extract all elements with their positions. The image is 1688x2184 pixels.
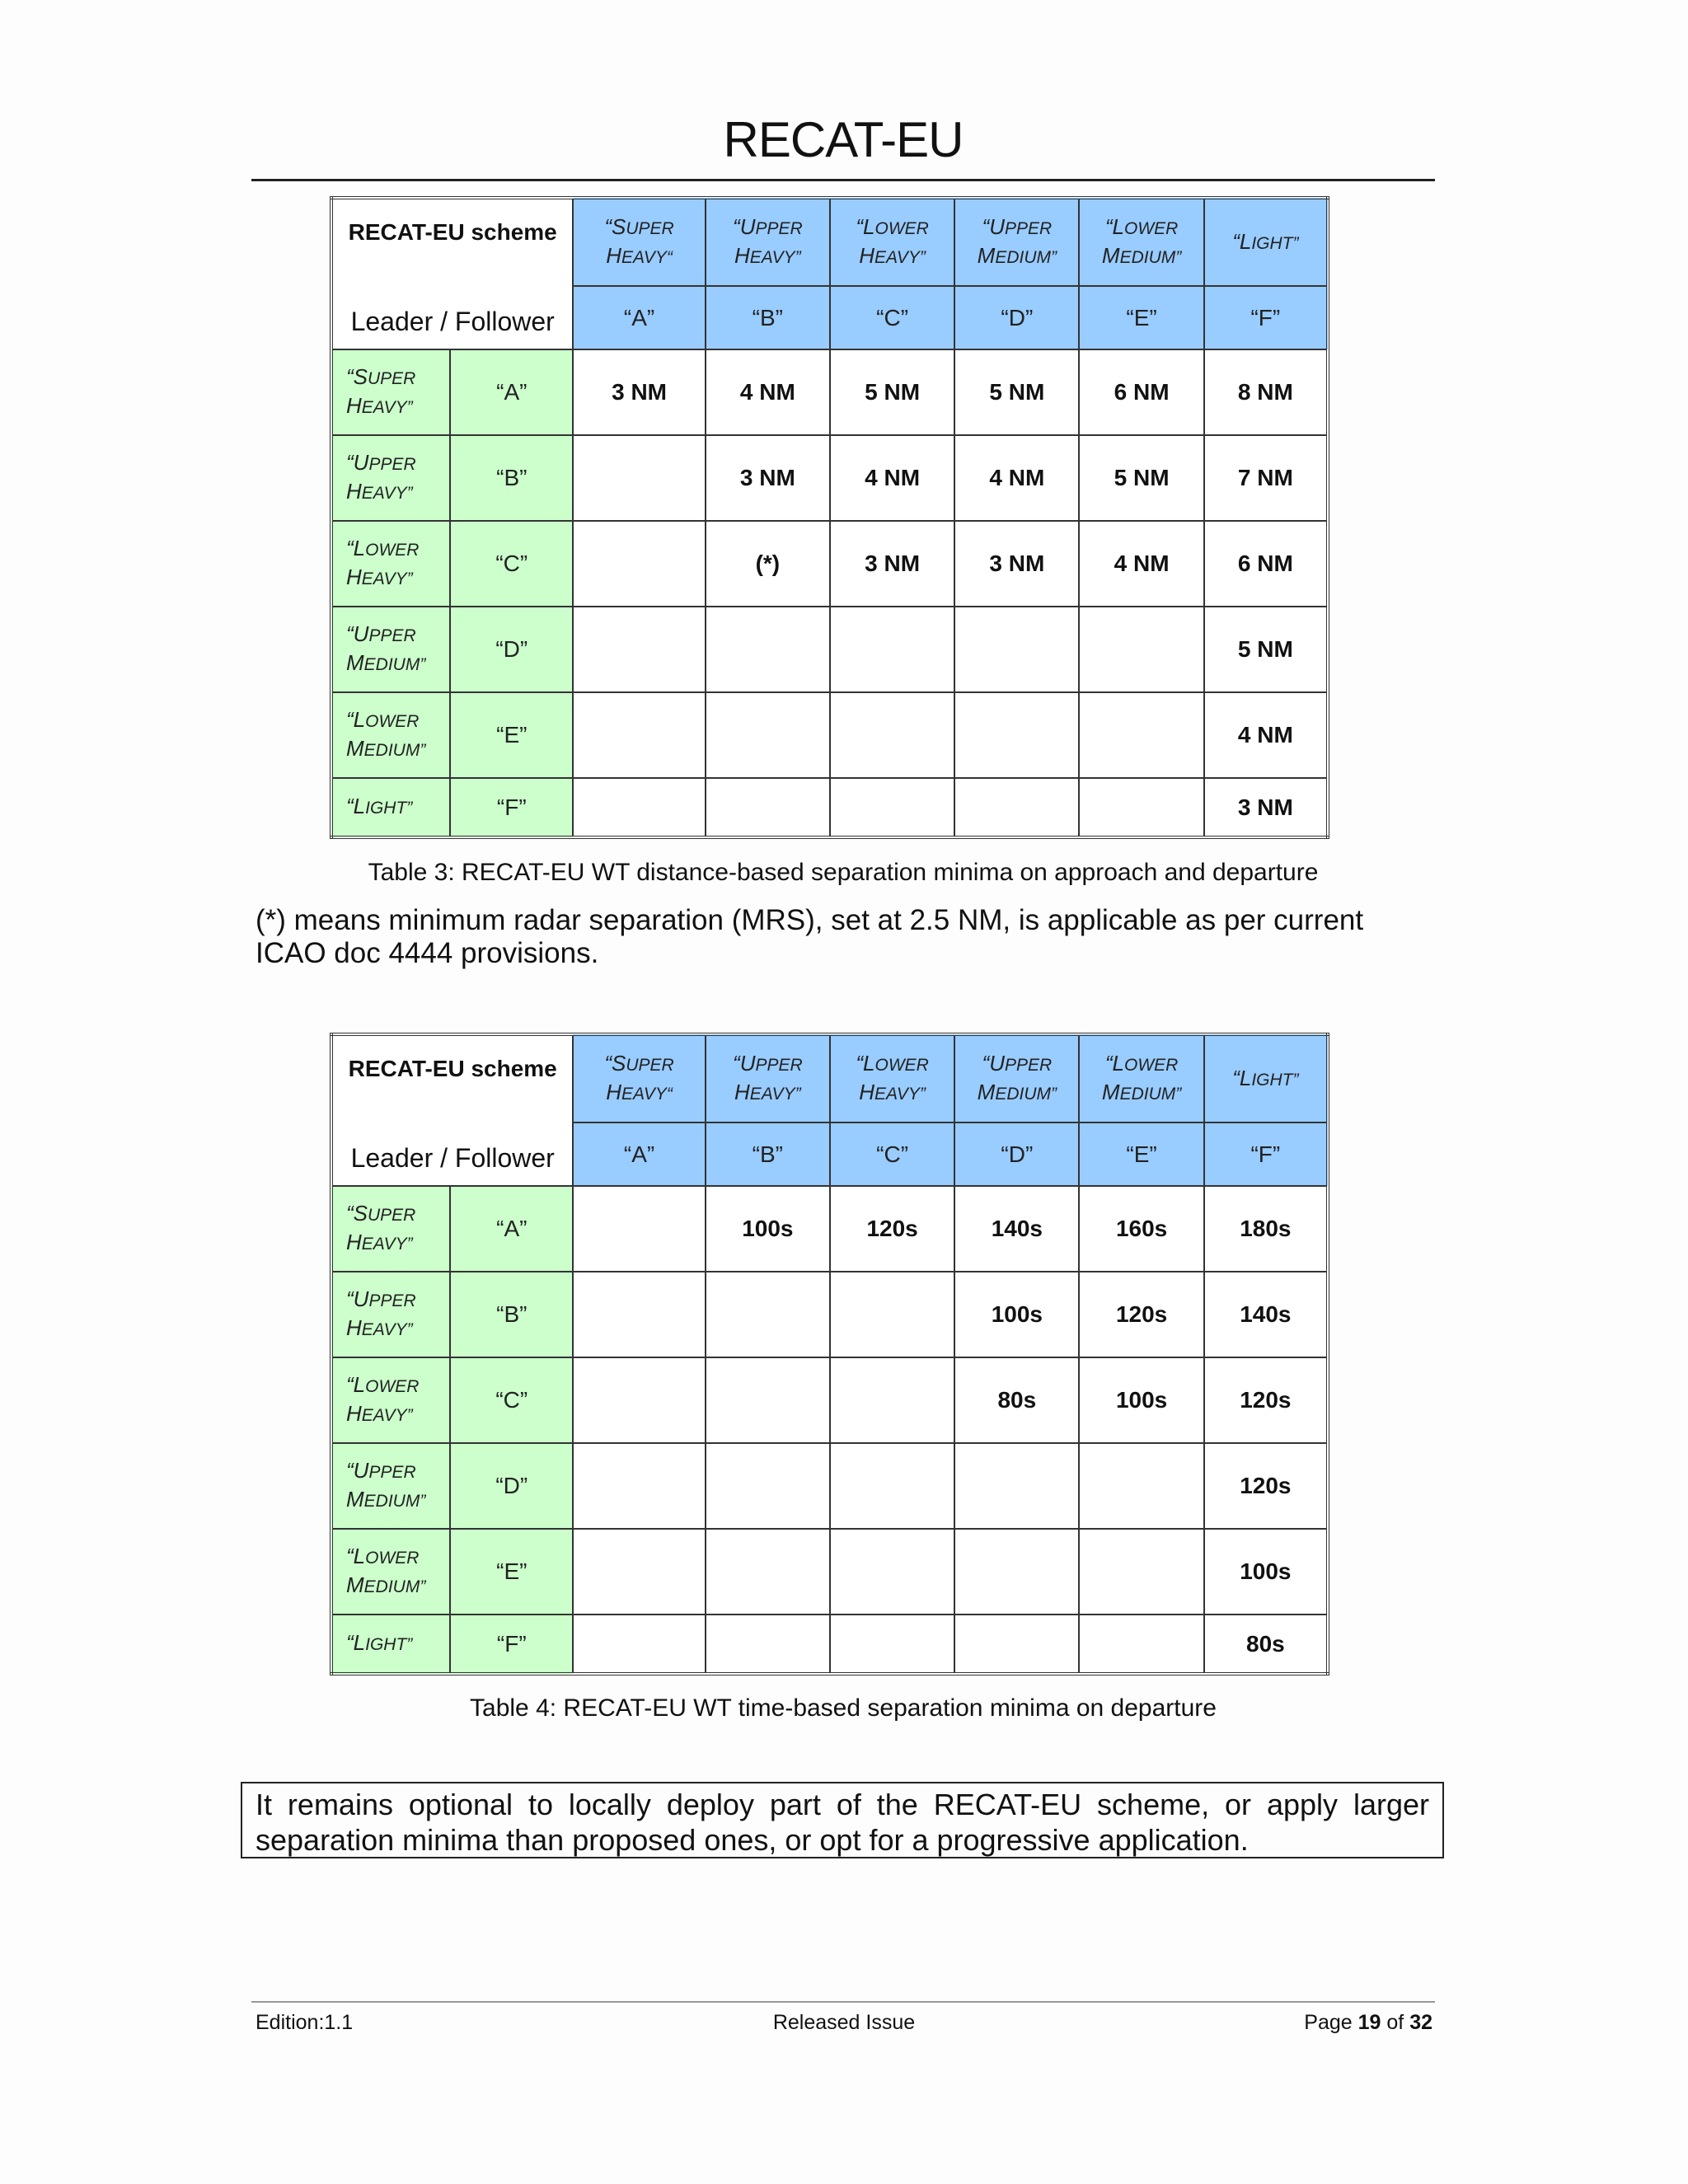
cat-second: H <box>734 243 750 268</box>
follower-category-header <box>1204 198 1328 286</box>
follower-code-header: “E” <box>1079 1122 1203 1186</box>
separation-value-cell <box>573 1357 705 1443</box>
cat-first: “L <box>346 794 366 818</box>
table-3-container <box>330 196 1329 839</box>
follower-category-header <box>1079 198 1203 286</box>
separation-value-cell <box>706 607 830 692</box>
separation-value-cell: 6 NM <box>1079 349 1203 435</box>
table-3-caption: Table 3: RECAT-EU WT distance-based separation minima on approach and departure <box>368 859 1319 886</box>
separation-value-cell: 5 NM <box>830 349 954 435</box>
leader-code-cell: “A” <box>450 349 573 435</box>
table-row <box>331 1272 1328 1357</box>
separation-value-cell <box>830 1615 954 1674</box>
cat-second: M <box>346 1572 364 1597</box>
cat-first: “U <box>982 214 1005 239</box>
leader-code-cell: “F” <box>450 1615 573 1674</box>
follower-code-header: “A” <box>573 1122 705 1186</box>
cat-second: M <box>1101 1080 1120 1104</box>
separation-value-cell <box>706 692 830 778</box>
separation-value-cell: 100s <box>1204 1529 1328 1615</box>
leader-category-cell <box>331 1186 450 1272</box>
leader-code-cell: “B” <box>450 435 573 521</box>
page-total: 32 <box>1409 2011 1432 2034</box>
page-of: of <box>1381 2011 1410 2034</box>
separation-value-cell: 160s <box>1079 1186 1203 1272</box>
distance-separation-table <box>330 196 1329 839</box>
cat-first-small: PPER <box>368 455 416 474</box>
separation-value-cell: 8 NM <box>1204 349 1328 435</box>
leader-code-cell: “E” <box>450 1529 573 1615</box>
cat-second-small: EAVY” <box>361 1320 413 1339</box>
separation-value-cell: 4 NM <box>706 349 830 435</box>
cat-first: “U <box>982 1051 1005 1076</box>
cat-second: H <box>346 479 362 504</box>
cat-first-small: PPER <box>1004 1056 1053 1075</box>
separation-value-cell: 4 NM <box>1079 521 1203 607</box>
follower-code-header: “B” <box>706 286 830 349</box>
leader-category-cell <box>331 349 450 435</box>
follower-code-header: “C” <box>830 1122 954 1186</box>
table-row <box>331 607 1328 692</box>
separation-value-cell <box>706 1615 830 1674</box>
leader-code-cell: “C” <box>450 1357 573 1443</box>
follower-code-header: “D” <box>954 286 1079 349</box>
cat-first: “S <box>604 1051 626 1076</box>
leader-category-cell <box>331 1529 450 1615</box>
separation-value-cell: 100s <box>954 1272 1079 1357</box>
cat-first-small: UPER <box>368 369 416 388</box>
cat-second: H <box>734 1080 750 1104</box>
follower-category-header <box>830 1034 954 1122</box>
separation-value-cell <box>954 692 1079 778</box>
separation-value-cell: 3 NM <box>954 521 1079 607</box>
follower-category-header <box>573 1034 705 1122</box>
separation-value-cell <box>830 1443 954 1529</box>
scheme-label: RECAT-EU scheme <box>348 1056 557 1081</box>
cat-first-small: OWER <box>1123 1056 1179 1075</box>
separation-value-cell: 6 NM <box>1204 521 1328 607</box>
separation-value-cell: 120s <box>1204 1357 1328 1443</box>
cat-first: “L <box>346 707 366 732</box>
separation-value-cell: 140s <box>954 1186 1079 1272</box>
cat-second: H <box>346 565 362 589</box>
separation-value-cell <box>573 1615 705 1674</box>
mrs-footnote: (*) means minimum radar separation (MRS), set at 2.5 NM, is applicable as per current ICAO doc 4444 provisions. <box>256 904 1364 969</box>
cat-second-small: EAVY” <box>874 248 926 267</box>
leader-category-cell <box>331 607 450 692</box>
follower-category-header <box>1204 1034 1328 1122</box>
separation-value-cell: 5 NM <box>1079 435 1203 521</box>
cat-first: “L <box>346 536 366 560</box>
cat-first-small: PPER <box>368 1463 416 1482</box>
page-prefix: Page <box>1304 2011 1358 2034</box>
cat-first-small: OWER <box>874 1056 929 1075</box>
cat-second: H <box>346 1230 362 1254</box>
cat-second-small: EAVY” <box>361 398 413 417</box>
separation-value-cell: (*) <box>706 521 830 607</box>
cat-first: “L <box>1232 228 1252 254</box>
separation-value-cell <box>1079 1615 1203 1674</box>
table-row <box>331 521 1328 607</box>
footer-rule <box>251 2001 1435 2003</box>
cat-first: “U <box>346 621 369 646</box>
table-row <box>331 1615 1328 1674</box>
separation-value-cell <box>830 1529 954 1615</box>
cat-first: “L <box>856 214 875 239</box>
cat-second-small: EDIUM” <box>995 1085 1057 1104</box>
page-current: 19 <box>1357 2011 1381 2034</box>
separation-value-cell <box>1079 1443 1203 1529</box>
scheme-label: RECAT-EU scheme <box>348 219 557 245</box>
cat-second: M <box>346 650 364 675</box>
cat-first: “U <box>733 1051 756 1076</box>
separation-value-cell <box>706 1272 830 1357</box>
cat-second-small: EAVY” <box>749 1085 801 1104</box>
leader-code-cell: “C” <box>450 521 573 607</box>
separation-value-cell: 180s <box>1204 1186 1328 1272</box>
separation-value-cell <box>830 607 954 692</box>
time-separation-table <box>330 1033 1329 1675</box>
separation-value-cell: 5 NM <box>954 349 1079 435</box>
separation-value-cell: 4 NM <box>1204 692 1328 778</box>
separation-value-cell <box>573 692 705 778</box>
cat-first-small: OWER <box>365 1377 420 1396</box>
cat-first-small: IGHT” <box>365 799 413 818</box>
cat-second-small: EAVY” <box>361 1406 413 1425</box>
follower-category-header <box>573 198 705 286</box>
scheme-header-cell <box>331 1034 573 1186</box>
cat-first: “L <box>346 1372 366 1397</box>
separation-value-cell <box>706 1529 830 1615</box>
separation-value-cell: 100s <box>1079 1357 1203 1443</box>
separation-value-cell: 120s <box>830 1186 954 1272</box>
cat-first: “L <box>346 1630 366 1655</box>
cat-second: H <box>606 243 622 268</box>
separation-value-cell: 3 NM <box>830 521 954 607</box>
cat-first: “S <box>346 364 368 389</box>
cat-second-small: EDIUM” <box>1119 248 1182 267</box>
follower-code-header: “F” <box>1204 1122 1328 1186</box>
scheme-header-cell <box>331 198 573 349</box>
separation-value-cell <box>830 778 954 837</box>
separation-value-cell <box>573 778 705 837</box>
cat-first-small: OWER <box>1123 219 1179 238</box>
follower-category-header <box>706 198 830 286</box>
separation-value-cell <box>954 607 1079 692</box>
cat-second-small: EAVY” <box>874 1085 926 1104</box>
leader-category-cell <box>331 1443 450 1529</box>
cat-first: “S <box>604 214 626 239</box>
cat-first-small: PPER <box>755 219 803 238</box>
separation-value-cell <box>573 607 705 692</box>
cat-second-small: EAVY” <box>361 1235 413 1254</box>
separation-value-cell: 7 NM <box>1204 435 1328 521</box>
separation-value-cell <box>954 1443 1079 1529</box>
cat-second: M <box>346 736 364 761</box>
follower-category-header <box>1079 1034 1203 1122</box>
cat-second-small: EAVY” <box>361 484 413 503</box>
cat-first-small: OWER <box>874 219 929 238</box>
cat-first-small: IGHT” <box>365 1635 413 1654</box>
cat-first: “L <box>346 1544 366 1568</box>
header-rule <box>251 179 1435 181</box>
leader-category-cell <box>331 435 450 521</box>
cat-second: H <box>606 1080 622 1104</box>
cat-second: H <box>859 1080 875 1104</box>
cat-first-small: UPER <box>626 1056 674 1075</box>
footer-page-number <box>1304 2011 1432 2035</box>
cat-second: M <box>977 243 996 268</box>
leader-follower-label: Leader / Follower <box>350 1143 555 1173</box>
cat-first: “S <box>346 1201 368 1226</box>
follower-category-header <box>830 198 954 286</box>
follower-code-header: “F” <box>1204 286 1328 349</box>
footer-edition: Edition:1.1 <box>256 2011 354 2034</box>
separation-value-cell: 3 NM <box>573 349 705 435</box>
cat-second-small: EAVY“ <box>621 1085 673 1104</box>
cat-first-small: PPER <box>368 626 416 645</box>
table-row <box>331 435 1328 521</box>
separation-value-cell: 5 NM <box>1204 607 1328 692</box>
cat-second: H <box>346 1401 362 1426</box>
table-row <box>331 1357 1328 1443</box>
separation-value-cell: 80s <box>954 1357 1079 1443</box>
cat-second-small: EDIUM” <box>363 741 426 760</box>
separation-value-cell <box>573 1529 705 1615</box>
table-row <box>331 692 1328 778</box>
cat-first-small: OWER <box>365 1549 420 1568</box>
table-4-container <box>330 1033 1329 1675</box>
cat-first-small: UPER <box>626 219 674 238</box>
leader-category-cell <box>331 1615 450 1674</box>
follower-category-header <box>706 1034 830 1122</box>
separation-value-cell <box>706 778 830 837</box>
cat-second: M <box>1101 243 1120 268</box>
cat-second-small: EAVY” <box>749 248 801 267</box>
separation-value-cell <box>1079 607 1203 692</box>
leader-category-cell <box>331 1357 450 1443</box>
separation-value-cell: 100s <box>706 1186 830 1272</box>
cat-first-small: PPER <box>368 1291 416 1310</box>
cat-second-small: EDIUM” <box>363 655 426 674</box>
table-row <box>331 1443 1328 1529</box>
separation-value-cell <box>830 1272 954 1357</box>
cat-second-small: EDIUM” <box>995 248 1057 267</box>
cat-second: H <box>346 393 362 418</box>
table-row <box>331 349 1328 435</box>
separation-value-cell: 3 NM <box>706 435 830 521</box>
separation-value-cell <box>954 778 1079 837</box>
separation-value-cell <box>954 1615 1079 1674</box>
separation-value-cell <box>830 692 954 778</box>
cat-second-small: EDIUM” <box>363 1492 426 1511</box>
follower-code-header: “E” <box>1079 286 1203 349</box>
footer-status: Released Issue <box>772 2011 916 2034</box>
cat-first-small: OWER <box>365 712 420 731</box>
follower-code-header: “B” <box>706 1122 830 1186</box>
leader-code-cell: “F” <box>450 778 573 837</box>
cat-first: “U <box>346 1458 369 1483</box>
cat-first: “U <box>346 1286 369 1311</box>
cat-second: H <box>346 1315 362 1340</box>
leader-follower-label: Leader / Follower <box>350 307 555 336</box>
table-row <box>331 1529 1328 1615</box>
leader-code-cell: “A” <box>450 1186 573 1272</box>
follower-category-header <box>954 1034 1079 1122</box>
cat-first: “U <box>733 214 756 239</box>
cat-first: “U <box>346 450 369 475</box>
separation-value-cell <box>1079 778 1203 837</box>
separation-value-cell <box>573 521 705 607</box>
cat-first: “L <box>1232 1065 1252 1090</box>
follower-category-header <box>954 198 1079 286</box>
leader-code-cell: “D” <box>450 607 573 692</box>
follower-code-header: “C” <box>830 286 954 349</box>
cat-second-small: EAVY” <box>361 569 413 588</box>
page-title: RECAT-EU <box>723 112 964 167</box>
cat-first: “L <box>856 1051 875 1076</box>
cat-first-small: PPER <box>1004 219 1053 238</box>
separation-value-cell: 3 NM <box>1204 778 1328 837</box>
optional-deployment-note: It remains optional to locally deploy part of the RECAT-EU scheme, or apply larger separation minima than proposed ones, or opt for a progressive application. <box>241 1782 1444 1858</box>
cat-second-small: EDIUM” <box>1119 1085 1182 1104</box>
leader-category-cell <box>331 692 450 778</box>
leader-category-cell <box>331 1272 450 1357</box>
cat-first-small: OWER <box>365 541 420 560</box>
cat-first-small: IGHT” <box>1251 1070 1299 1090</box>
leader-code-cell: “E” <box>450 692 573 778</box>
leader-category-cell <box>331 521 450 607</box>
leader-code-cell: “D” <box>450 1443 573 1529</box>
separation-value-cell <box>573 435 705 521</box>
separation-value-cell <box>573 1186 705 1272</box>
separation-value-cell: 4 NM <box>954 435 1079 521</box>
follower-code-header: “A” <box>573 286 705 349</box>
separation-value-cell: 140s <box>1204 1272 1328 1357</box>
cat-first: “L <box>1104 214 1124 239</box>
separation-value-cell <box>954 1529 1079 1615</box>
cat-first: “L <box>1104 1051 1124 1076</box>
separation-value-cell <box>1079 692 1203 778</box>
separation-value-cell <box>573 1272 705 1357</box>
cat-second: M <box>346 1487 364 1511</box>
table-row <box>331 1186 1328 1272</box>
table-4-caption: Table 4: RECAT-EU WT time-based separation minima on departure <box>470 1694 1217 1722</box>
cat-second: H <box>859 243 875 268</box>
separation-value-cell: 4 NM <box>830 435 954 521</box>
separation-value-cell <box>1079 1529 1203 1615</box>
separation-value-cell <box>706 1357 830 1443</box>
table-row <box>331 778 1328 837</box>
cat-second-small: EAVY“ <box>621 248 673 267</box>
cat-first-small: UPER <box>368 1206 416 1225</box>
cat-first-small: PPER <box>755 1056 803 1075</box>
separation-value-cell <box>573 1443 705 1529</box>
cat-second-small: EDIUM” <box>363 1577 426 1596</box>
cat-first-small: IGHT” <box>1251 233 1299 253</box>
separation-value-cell: 80s <box>1204 1615 1328 1674</box>
follower-code-header: “D” <box>954 1122 1079 1186</box>
cat-second: M <box>977 1080 996 1104</box>
leader-category-cell <box>331 778 450 837</box>
separation-value-cell <box>706 1443 830 1529</box>
separation-value-cell: 120s <box>1204 1443 1328 1529</box>
separation-value-cell: 120s <box>1079 1272 1203 1357</box>
leader-code-cell: “B” <box>450 1272 573 1357</box>
separation-value-cell <box>830 1357 954 1443</box>
